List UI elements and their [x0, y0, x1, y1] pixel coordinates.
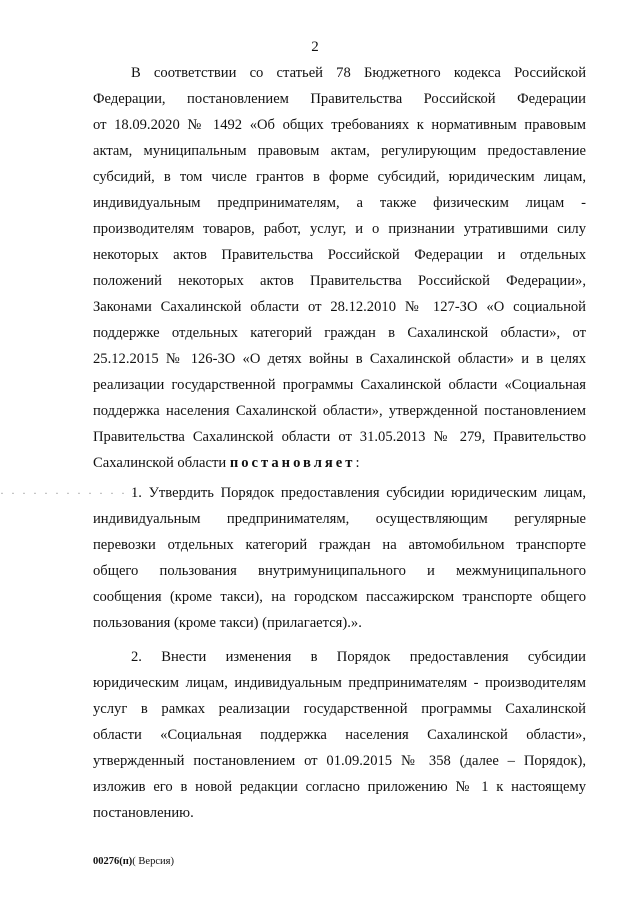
text-line: поддержка населения Сахалинской области», утвержденной постановлением	[93, 403, 586, 419]
text-line: Законами Сахалинской области от 28.12.2010 № 127-ЗО «О социальной	[93, 299, 586, 315]
resolution-prefix: Сахалинской области	[93, 455, 230, 471]
paragraph-item-1	[93, 480, 586, 636]
text-line-resolution	[93, 450, 586, 476]
text-line: Правительства Сахалинской области от 31.05.2013 № 279, Правительство	[93, 429, 586, 445]
text-line: услуг в рамках реализации государственной программы Сахалинской	[93, 701, 586, 717]
text-line: субсидий, в том числе грантов в форме субсидий, юридическим лицам,	[93, 169, 586, 185]
text-line: от 18.09.2020 № 1492 «Об общих требованиях к нормативным правовым	[93, 117, 586, 133]
text-line: поддержке отдельных категорий граждан в Сахалинской области», от	[93, 325, 586, 341]
text-line: общего пользования внутримуниципального и межмуниципального	[93, 563, 586, 579]
text-line: положений некоторых актов Правительства Российской Федерации»,	[93, 273, 586, 289]
text-line: 1. Утвердить Порядок предоставления субсидии юридическим лицам,	[131, 485, 586, 501]
text-line: реализации государственной программы Сахалинской области «Социальная	[93, 377, 586, 393]
text-line: 2. Внести изменения в Порядок предоставления субсидии	[131, 649, 586, 665]
text-line: перевозки отдельных категорий граждан на автомобильном транспорте	[93, 537, 586, 553]
text-line: утвержденный постановлением от 01.09.2015 № 358 (далее – Порядок),	[93, 753, 586, 769]
text-line: индивидуальным предпринимателям, а также физическим лицам -	[93, 195, 586, 211]
paragraph-preamble	[93, 60, 586, 476]
document-footer-code	[93, 855, 174, 869]
text-line: постановлению.	[93, 805, 194, 821]
margin-dot-leader: · · · · · · · · · · · · ·	[0, 486, 138, 500]
text-line: некоторых актов Правительства Российской Федерации и отдельных	[93, 247, 586, 263]
paragraph-item-2	[93, 644, 586, 826]
footer-code: 00276(п)	[93, 856, 133, 867]
text-line: индивидуальным предпринимателям, осуществляющим регулярные	[93, 511, 586, 527]
text-line: сообщения (кроме такси), на городском пассажирском транспорте общего	[93, 589, 586, 605]
text-line: Федерации, постановлением Правительства Российской Федерации	[93, 91, 586, 107]
text-line: производителям товаров, работ, услуг, и о признании утратившими силу	[93, 221, 586, 237]
page-number: 2	[311, 39, 319, 55]
text-line: 25.12.2015 № 126-ЗО «О детях войны в Сахалинской области» и в целях	[93, 351, 586, 367]
text-line: изложив его в новой редакции согласно приложению № 1 к настоящему	[93, 779, 586, 795]
text-line: области «Социальная поддержка населения Сахалинской области»,	[93, 727, 586, 743]
document-body	[93, 60, 586, 826]
text-line: юридическим лицам, индивидуальным предпринимателям - производителям	[93, 675, 586, 691]
text-line: актам, муниципальным правовым актам, регулирующим предоставление	[93, 143, 586, 159]
footer-version: ( Версия)	[132, 856, 174, 867]
text-line: пользования (кроме такси) (прилагается).».	[93, 615, 362, 631]
resolution-keyword: постановляет	[229, 455, 356, 471]
resolution-suffix: :	[355, 455, 360, 471]
text-line: В соответствии со статьей 78 Бюджетного кодекса Российской	[131, 65, 586, 81]
